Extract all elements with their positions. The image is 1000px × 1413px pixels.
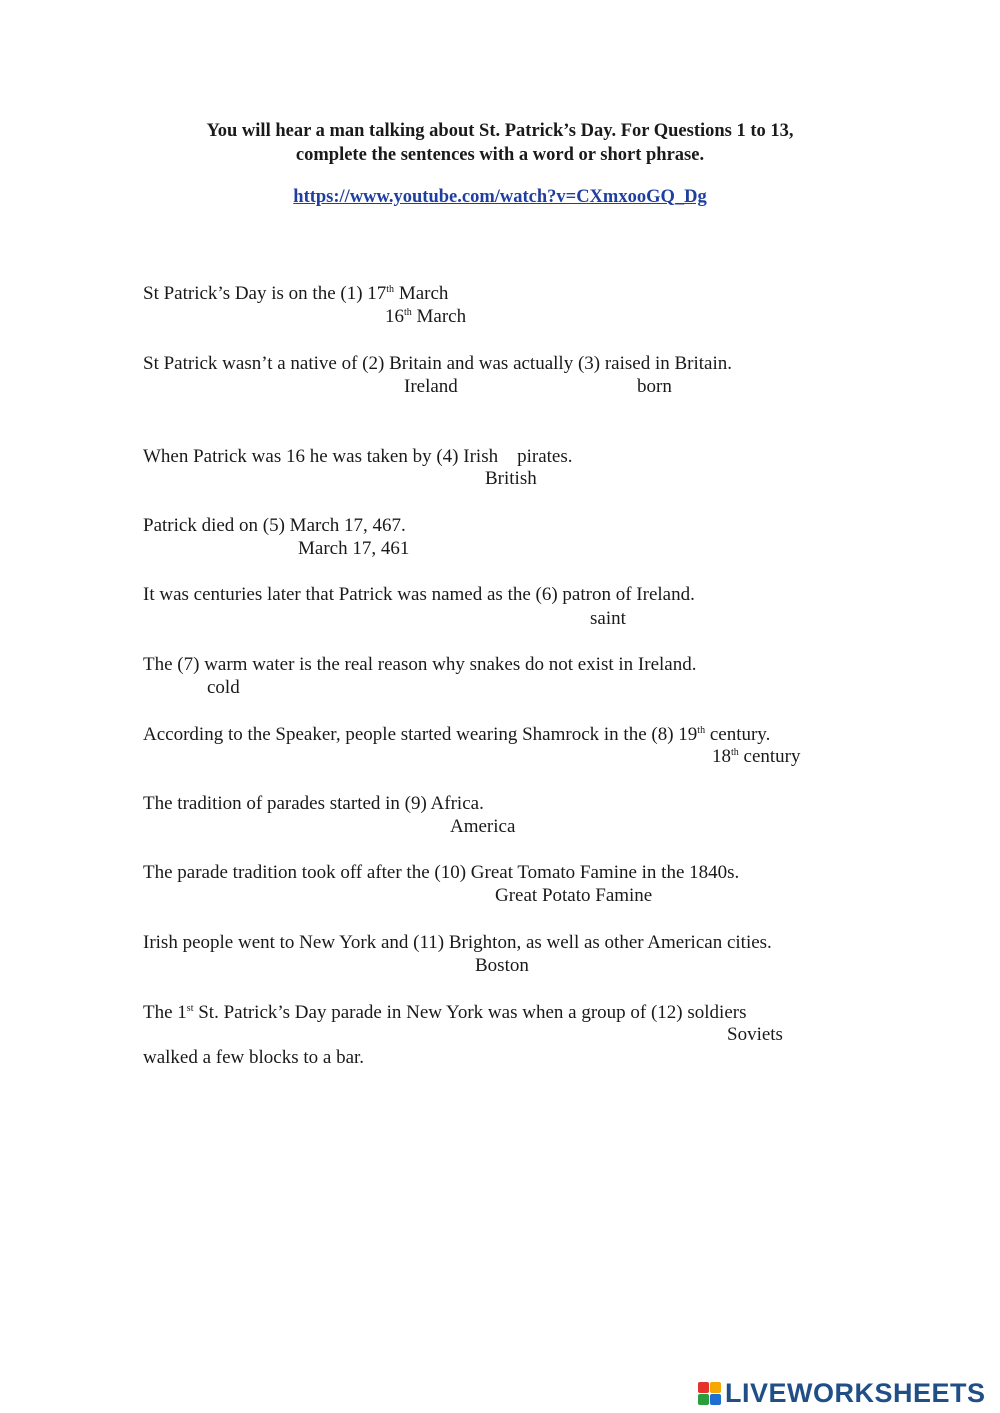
question-8-option[interactable]: 18th century xyxy=(712,746,801,767)
question-12-continuation: walked a few blocks to a bar. xyxy=(143,1047,365,1068)
liveworksheets-footer xyxy=(698,1378,986,1408)
liveworksheets-logo-icon xyxy=(698,1382,721,1405)
question-2-option[interactable]: Ireland xyxy=(404,376,458,397)
instructions-line-1: You will hear a man talking about St. Patrick’s Day. For Questions 1 to 13, xyxy=(206,121,794,141)
question-11-option[interactable]: Boston xyxy=(475,955,529,976)
liveworksheets-brand[interactable]: LIVEWORKSHEETS xyxy=(725,1377,986,1408)
question-1-text: St Patrick’s Day is on the (1) 17th March xyxy=(143,283,449,304)
question-12-option[interactable]: Soviets xyxy=(727,1024,783,1045)
question-12-text: The 1st St. Patrick’s Day parade in New York was when a group of (12) soldiers xyxy=(143,1002,747,1023)
question-7-text: The (7) warm water is the real reason why snakes do not exist in Ireland. xyxy=(143,654,697,675)
question-7-option[interactable]: cold xyxy=(207,677,240,698)
question-10-option[interactable]: Great Potato Famine xyxy=(495,885,653,906)
video-link-container xyxy=(100,187,900,208)
question-3-option[interactable]: born xyxy=(637,376,672,397)
question-2-3-text: St Patrick wasn’t a native of (2) Britain and was actually (3) raised in Britain. xyxy=(143,353,733,374)
question-10-text: The parade tradition took off after the (10) Great Tomato Famine in the 1840s. xyxy=(143,862,740,883)
question-6-text: It was centuries later that Patrick was named as the (6) patron of Ireland. xyxy=(143,584,695,605)
question-4-option[interactable]: British xyxy=(485,468,537,489)
question-8-text: According to the Speaker, people started wearing Shamrock in the (8) 19th century. xyxy=(143,724,771,745)
video-link[interactable]: https://www.youtube.com/watch?v=CXmxooGQ_Dg xyxy=(293,187,707,207)
question-5-text: Patrick died on (5) March 17, 467. xyxy=(143,515,406,536)
question-4-text: When Patrick was 16 he was taken by (4) Irish pirates. xyxy=(143,446,573,467)
question-1-option[interactable]: 16th March xyxy=(385,306,467,327)
question-9-option[interactable]: America xyxy=(450,816,516,837)
question-9-text: The tradition of parades started in (9) Africa. xyxy=(143,793,484,814)
question-11-text: Irish people went to New York and (11) Brighton, as well as other American cities. xyxy=(143,932,772,953)
question-5-option[interactable]: March 17, 461 xyxy=(298,538,410,559)
instructions-line-2: complete the sentences with a word or short phrase. xyxy=(295,145,705,165)
question-6-option[interactable]: saint xyxy=(590,608,626,629)
instructions-heading xyxy=(100,119,900,167)
